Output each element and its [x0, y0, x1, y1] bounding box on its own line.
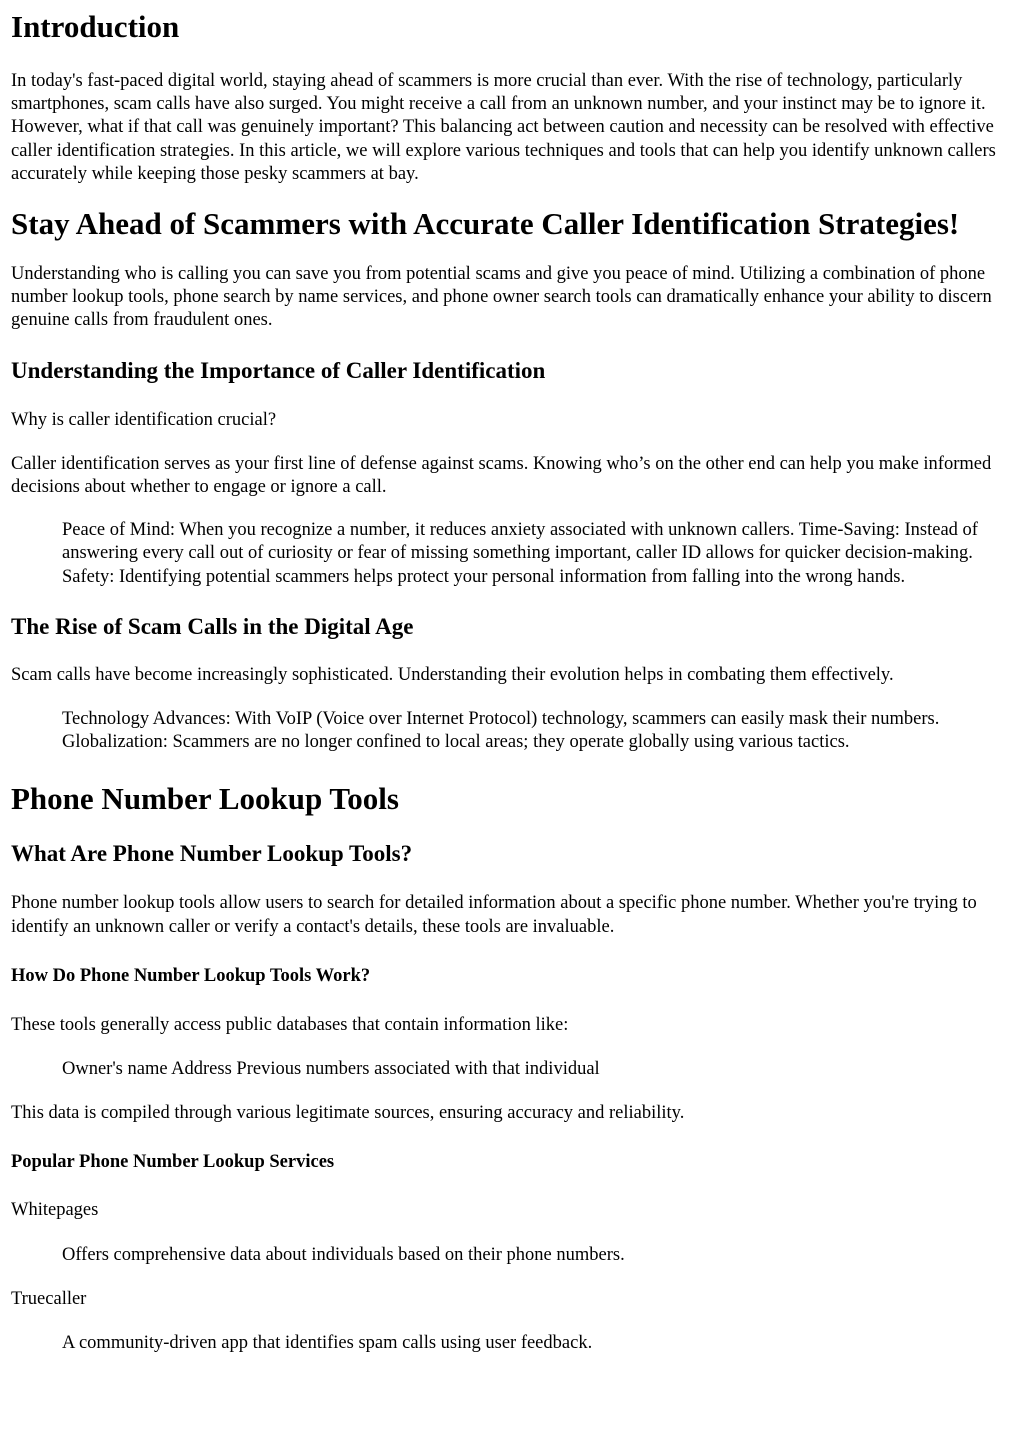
popular-heading: Popular Phone Number Lookup Services	[11, 1152, 335, 1173]
service-name-truecaller: Truecaller	[11, 1288, 87, 1309]
how-quote: Owner's name Address Previous numbers associated with that individual	[62, 1059, 600, 1080]
intro-paragraph: In today's fast-paced digital world, staying ahead of scammers is more crucial than ever. With the rise of technology, particularly smartphones, scam calls have also surged. You might receive a call from an unknown number, and your instinct may be to ignore it. However, what if that call was genuinely important? This balancing act between caution and necessity can be resolved with effective caller identification strategies. In this article, we will explore various techniques and tools that can help you identify unknown callers accurately while keeping those pesky scammers at bay.	[11, 71, 996, 184]
rise-quote: Technology Advances: With VoIP (Voice over Internet Protocol) technology, scammers can easily mask their numbers. Globalization: Scammers are no longer confined to local areas; they operate globally using various tactics.	[62, 709, 940, 753]
rise-paragraph: Scam calls have become increasingly sophisticated. Understanding their evolution helps in combating them effectively.	[11, 664, 894, 685]
what-are-heading: What Are Phone Number Lookup Tools?	[11, 841, 413, 867]
article	[0, 10, 1016, 1355]
importance-heading: Understanding the Importance of Caller Identification	[11, 357, 546, 383]
intro-heading: Introduction	[11, 9, 180, 44]
how-paragraph: These tools generally access public databases that contain information like:	[11, 1014, 569, 1035]
importance-quote: Peace of Mind: When you recognize a number, it reduces anxiety associated with unknown callers. Time-Saving: Instead of answering every call out of curiosity or fear of missing something important, caller ID allows for quicker decision-making. Safety: Identifying potential scammers helps protect your personal information from falling into the wrong hands.	[62, 520, 978, 587]
importance-question: Why is caller identification crucial?	[11, 409, 277, 430]
how-heading: How Do Phone Number Lookup Tools Work?	[11, 965, 371, 986]
what-are-paragraph: Phone number lookup tools allow users to search for detailed information about a specific phone number. Whether you're trying to identify an unknown caller or verify a contact's details, these tools are invaluable.	[11, 893, 977, 937]
service-description-whitepages: Offers comprehensive data about individuals based on their phone numbers.	[62, 1244, 625, 1265]
lookup-heading: Phone Number Lookup Tools	[11, 781, 399, 817]
service-description-truecaller: A community-driven app that identifies spam calls using user feedback.	[62, 1333, 593, 1354]
stay-ahead-paragraph: Understanding who is calling you can save you from potential scams and give you peace of mind. Utilizing a combination of phone number lookup tools, phone search by name services, and phone owner search tools can dramatically enhance your ability to discern genuine calls from fraudulent ones.	[11, 264, 992, 331]
service-name-whitepages: Whitepages	[11, 1200, 99, 1221]
rise-heading: The Rise of Scam Calls in the Digital Age	[11, 613, 414, 639]
stay-ahead-heading: Stay Ahead of Scammers with Accurate Caller Identification Strategies!	[11, 206, 960, 242]
importance-paragraph: Caller identification serves as your first line of defense against scams. Knowing who’s on the other end can help you make informed decisions about whether to engage or ignore a call.	[11, 453, 992, 498]
how-closing: This data is compiled through various legitimate sources, ensuring accuracy and reliability.	[11, 1103, 685, 1124]
